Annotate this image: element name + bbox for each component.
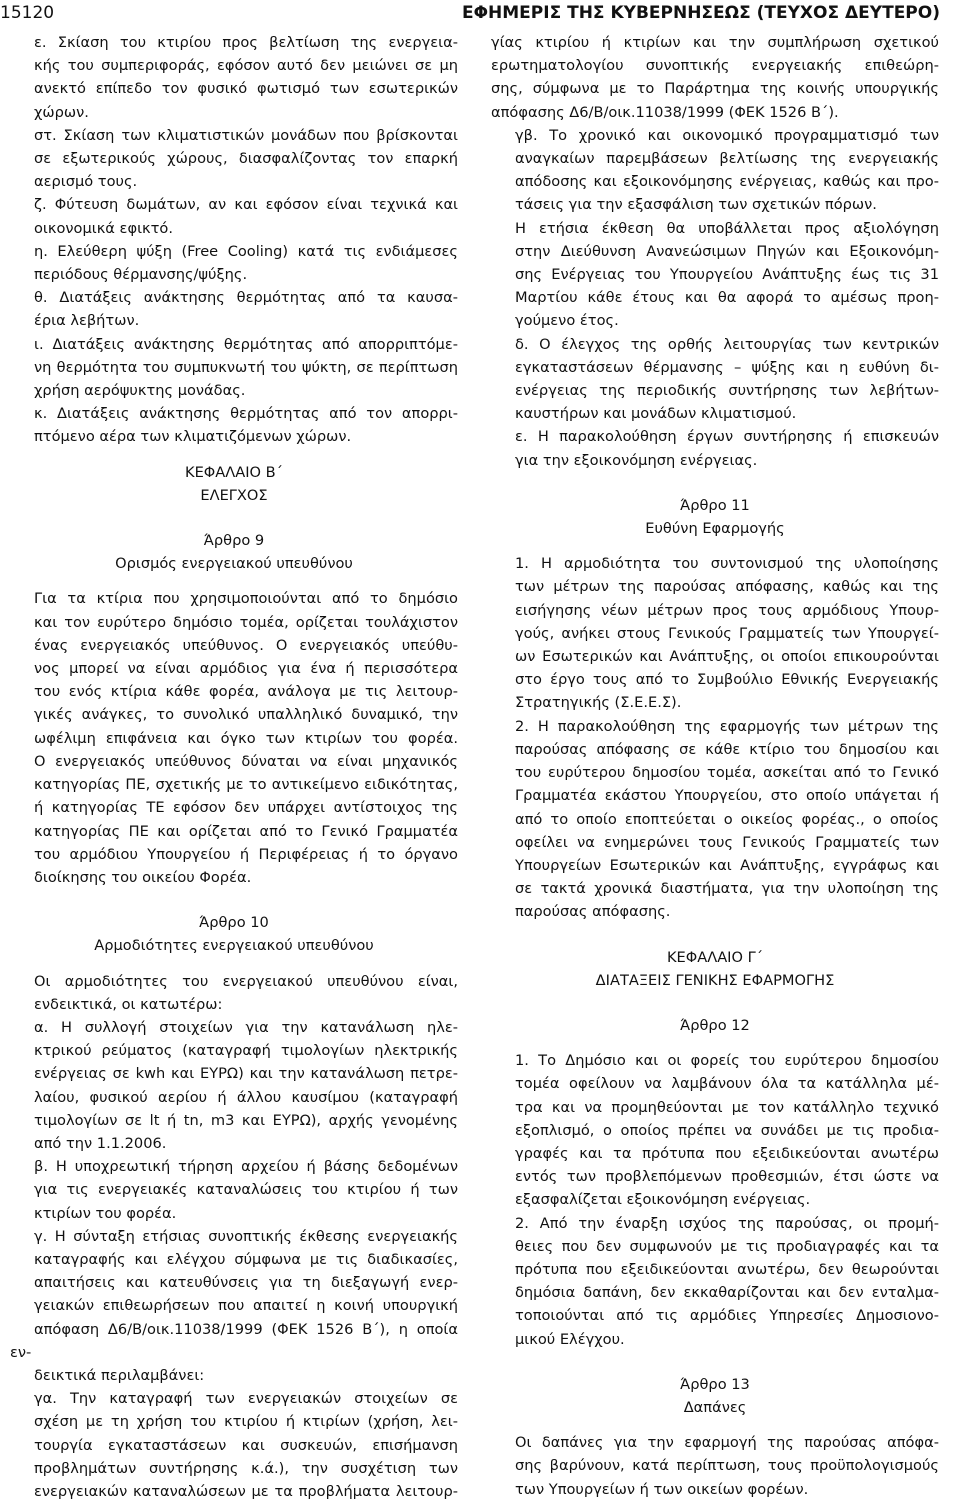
article-9-heading: Άρθρο 9 [203,532,265,550]
paragraph-annual-report: Η ετήσια έκθεση θα υποβάλλεται προς αξιολόγηση στην Διεύθυνση Ανανεώσιμων Πηγών και Εξοικονόμη- σης Ενέργειας του Υπουργείου Ανάπτυξης έως τις 31 Μαρτίου κάθε έτους και θα αφορά το αμέσως προη- γούμενο έτος. [515,219,939,330]
article-11-heading: Άρθρο 11 [680,496,750,514]
article-12-para-2: 2. Από την έναρξη ισχύος της παρούσας, οι προμή- θειες που δεν συμφωνούν με τις προδιαγραφές και τα πρότυπα που εξειδικεύονται ανωτέρω, δεν θεωρούνται δημόσια δαπάνη, δεν εκκαθαρίζονται και δεν ενταλμα- τοποιούνται από τις αρμόδιες Υπηρεσίες Δημοσιονο- μικού Ελέγχου. [515,1214,939,1348]
paragraph-heat-recovery-condenser: ι. Διατάξεις ανάκτησης θερμότητας από απορριπτόμε- νη θερμότητα του συμπυκνωτή του ψύκτη, σε περίπτωση χρήση αερόψυκτης μονάδας. [34,335,458,400]
article-9-body: Για τα κτίρια που χρησιμοποιούνται από το δημόσιο και τον ευρύτερο δημόσιο τομέα, ορίζεται τουλάχιστον ένας ενεργειακός υπεύθυνος. Ο ενεργειακός υπεύθυ- νος μπορεί να είναι αρμόδιος για ένα ή περισσότερα του ενός κτίρια κάθε φορέα, ανάλογα με τις λειτουρ- γικές ανάγκες, το συνολικό υπαλληλικό δυναμικό, την ωφέλιμη επιφάνεια και όγκο των κτιρίων του φορέα. Ο ενεργειακός υπεύθυνος δύναται να είναι μηχανικός κατηγορίας ΠΕ, σχετικής με το αντικείμενο ειδικότητας, ή κατηγορίας ΤΕ εφόσον δεν υπάρχει αντίστοιχος της κατηγορίας ΠΕ και ορίζεται από το Γενικό Γραμματέα του αρμόδιου Υπουργείου ή Περιφέρειας ή το όργανο διοίκησης του οικείου Φορέα. [34,590,458,886]
article-10-item-b: β. Η υποχρεωτική τήρηση αρχείου ή βάσης δεδομένων για τις ενεργειακές καταναλώσεις του κτιρίου ή των κτιρίων του φορέα. [34,1158,458,1222]
article-11-para-1: 1. Η αρμοδιότητα του συντονισμού της υλοποίησης των μέτρων της παρούσας απόφασης, καθώς και της εισήγησης νέων μέτρων προς τους αρμόδιους Υπουρ- γούς, ανήκει στους Γενικούς Γραμματείς των Υπουργεί- ων Εσωτερικών και Ανάπτυξης, οι οποίοι επικουρούνται στο έργο τους από το Συμβούλιο Εθνικής Ενεργειακής Στρατηγικής (Σ.Ε.Ε.Σ). [515,555,939,712]
chapter-g-heading: ΚΕΦΑΛΑΙΟ Γ΄ [666,948,764,966]
paragraph-e: ε. Η παρακολούθηση έργων συντήρησης ή επισκευών για την εξοικονόμηση ενέργειας. [515,428,939,469]
paragraph-roof-planting: ζ. Φύτευση δωμάτων, αν και εφόσον είναι τεχνικά και οικονομικά εφικτό. [34,196,458,237]
article-10-item-g: γ. Η σύνταξη ετήσιας συνοπτικής έκθεσης ενεργειακής καταγραφής και ελέγχου σύμφωνα με τις διαδικασίες, απαιτήσεις και κατευθύνσεις για τη διεξαγωγή ενερ- γειακών επιθεωρήσεων που απαιτεί η κοινή υπουργική απόφαση Δ6/Β/οικ.11038/1999 (ΦΕΚ 1526 Β΄), η οποία εν- δεικτικά περιλαμβάνει: [10,1227,458,1384]
paragraph-gb: γβ. Το χρονικό και οικονομικό προγραμματισμό των αναγκαίων παρεμβάσεων βελτίωσης της ενεργειακής απόδοσης και εξοικονόμησης ενέργειας, καθώς και προ- τάσεις για την εξασφάλιση των σχετικών πόρων. [515,126,939,214]
paragraph-shading-ac-units: στ. Σκίαση των κλιματιστικών μονάδων που βρίσκονται σε εξωτερικούς χώρους, διασφαλίζοντας τον επαρκή αερισμό τους. [34,126,458,191]
paragraph-shading-building: ε. Σκίαση του κτιρίου προς βελτίωση της ενεργεια- κής του συμπεριφοράς, εφόσον αυτό δεν μειώνει σε μη ανεκτό επίπεδο τον φυσικό φωτισμό των εσωτερικών χώρων. [34,34,458,121]
article-12-heading: Άρθρο 12 [680,1016,750,1034]
paragraph-heat-recovery-exhaust-air: κ. Διατάξεις ανάκτησης θερμότητας από τον απορρι- πτόμενο αέρα των κλιματιζόμενων χώρων. [34,405,458,446]
page-number: 15120 [0,3,55,23]
left-column [10,31,458,1503]
paragraph-free-cooling: η. Ελεύθερη ψύξη (Free Cooling) κατά τις ενδιάμεσες περιόδους θέρμανσης/ψύξης. [34,242,458,284]
chapter-b-title: ΕΛΕΓΧΟΣ [200,486,268,504]
article-13-body: Οι δαπάνες για την εφαρμογή της παρούσας απόφα- σης βαρύνουν, κατά περίπτωση, τους προϋπολογισμούς των Υπουργείων ή των οικείων φορέων. [515,1434,939,1498]
article-13-title: Δαπάνες [683,1398,747,1416]
article-10-intro: Οι αρμοδιότητες του ενεργειακού υπευθύνου είναι, ενδεικτικά, οι κατωτέρω: [34,972,458,1013]
article-11-title: Ευθύνη Εφαρμογής [645,520,785,538]
paragraph-heat-recovery-boilers: θ. Διατάξεις ανάκτησης θερμότητας από τα καυσα- έρια λεβήτων. [34,289,458,330]
article-10-item-a: α. Η συλλογή στοιχείων για την κατανάλωση ηλε- κτρικού ρεύματος (καταγραφή τιμολογίων ηλεκτρικής ενέργειας σε kwh και ΕΥΡΩ) και την κατανάλωση πετρε- λαίου, φυσικού αερίου ή άλλου καυσίμου (καταγραφή τιμολογίων σε lt ή tn, m3 και ΕΥΡΩ), αρχής γενομένης από την 1.1.2006. [34,1018,458,1152]
paragraph-ga-continuation: γίας κτιρίου ή κτιρίων και την συμπλήρωση σχετικού ερωτηματολογίου συνοπτικής ενεργειακής επιθεώρη- σης, σύμφωνα με το Παράρτημα της κοινής υπουργικής απόφασης Δ6/Β/οικ.11038/1999 (ΦΕΚ 1526 Β΄). [491,34,939,121]
gazette-title: ΕΦΗΜΕΡΙΣ ΤΗΣ ΚΥΒΕΡΝΗΣΕΩΣ (ΤΕΥΧΟΣ ΔΕΥΤΕΡΟ) [461,3,940,23]
article-13-heading: Άρθρο 13 [680,1375,750,1393]
article-10-heading: Άρθρο 10 [199,914,269,932]
article-10-title: Αρμοδιότητες ενεργειακού υπευθύνου [94,937,374,955]
article-10-item-ga: γα. Την καταγραφή των ενεργειακών στοιχείων σε σχέση με τη χρήση του κτιρίου ή κτιρίων (χρήση, λει- τουργία εγκαταστάσεων και συσκευών, επισήμανση προβλημάτων συντήρησης κ.ά.), την συσχέτιση των ενεργειακών καταναλώσεων με τα προβλήματα λειτουρ- [34,1390,458,1500]
article-11-para-2: 2. Η παρακολούθηση της εφαρμογής των μέτρων της παρούσας απόφασης σε κάθε κτίριο του δημοσίου και του ευρύτερου δημοσίου τομέα, ασκείται από το Γενικό Γραμματέα εκάστου Υπουργείου, στο οποίο υπάγεται ή από το οποίο εποπτεύεται ο οικείος φορέας., ο οποίος οφείλει να ενημερώνει τους Γενικούς Γραμματείς των Υπουργείων Εσωτερικών και Ανάπτυξης, εγγράφως και σε τακτά χρονικά διαστήματα, για την υλοποίηση της παρούσας απόφασης. [515,717,939,921]
chapter-b-heading: ΚΕΦΑΛΑΙΟ Β΄ [185,463,283,481]
chapter-g-title: ΔΙΑΤΑΞΕΙΣ ΓΕΝΙΚΗΣ ΕΦΑΡΜΟΓΗΣ [595,971,835,989]
right-column [491,31,939,1501]
page-header [0,2,940,26]
article-9-title: Ορισμός ενεργειακού υπευθύνου [115,555,353,573]
paragraph-d: δ. Ο έλεγχος της ορθής λειτουργίας των κεντρικών εγκαταστάσεων θέρμανσης – ψύξης και η ευθύνη δι- ενέργειας της περιοδικής συντήρησης των λεβήτων- καυστήρων και μονάδων κλιματισμού. [515,335,939,423]
article-12-para-1: 1. Το Δημόσιο και οι φορείς του ευρύτερου δημοσίου τομέα οφείλουν να λαμβάνουν όλα τα κατάλληλα μέ- τρα και να προμηθεύονται με τον κατάλληλο τεχνικό εξοπλισμό, ο οποίος πρέπει να συνάδει με τις προδια- γραφές και τα πρότυπα που εξειδικεύονται ανωτέρω εντός των προβλεπόμενων προθεσμιών, έτσι ώστε να εξασφαλίζεται εξοικονόμηση ενέργειας. [515,1052,939,1209]
